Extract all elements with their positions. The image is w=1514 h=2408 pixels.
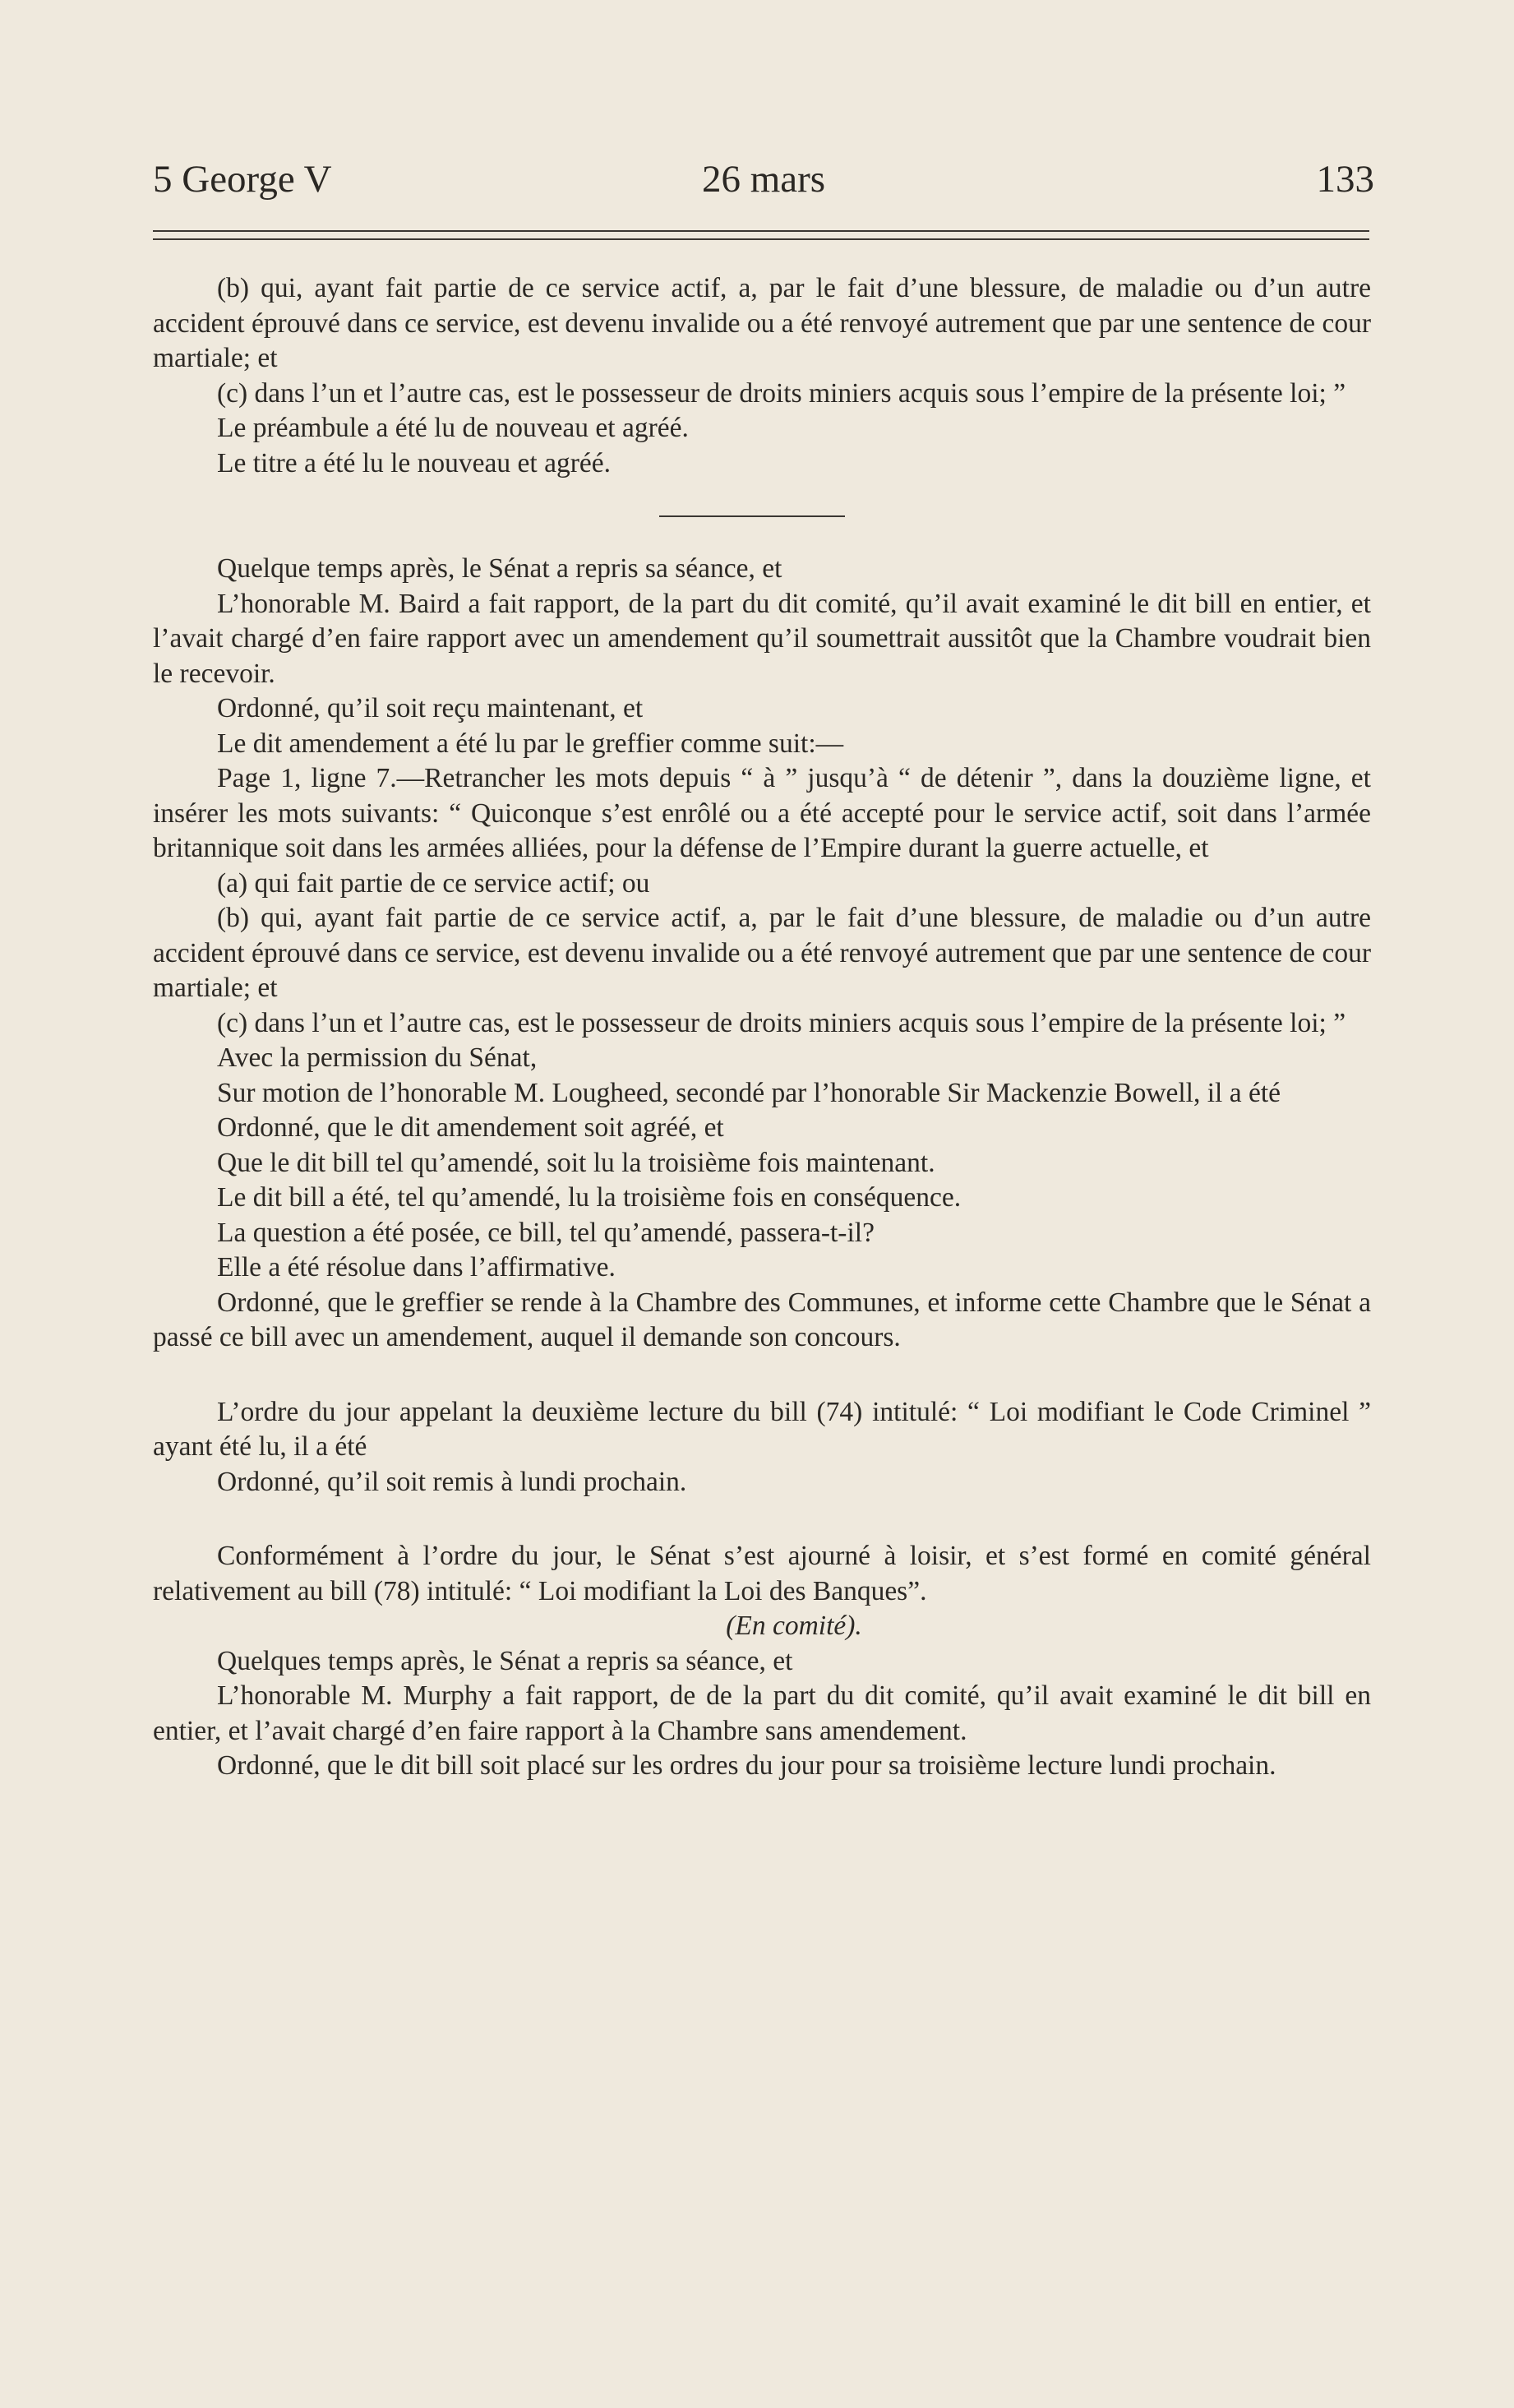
- ordered-received: Ordonné, qu’il soit reçu maintenant, et: [217, 693, 644, 723]
- section-divider: [659, 515, 845, 517]
- preamble-agreed: Le préambule a été lu de nouveau et agréé.: [217, 413, 689, 443]
- header-date: 26 mars: [701, 158, 826, 201]
- postponed-monday: Ordonné, qu’il soit remis à lundi prochain.: [217, 1466, 687, 1497]
- question-put: La question a été posée, ce bill, tel qu’amendé, passera-t-il?: [217, 1217, 875, 1248]
- third-reading-order: Que le dit bill tel qu’amendé, soit lu la troisième fois maintenant.: [217, 1147, 935, 1178]
- senate-resumed-2: Quelques temps après, le Sénat a repris sa séance, et: [217, 1645, 793, 1676]
- spacer: [153, 1500, 1371, 1539]
- amendment-clause-c: (c) dans l’un et l’autre cas, est le possesseur de droits miniers acquis sous l’empire de la présente loi; ”: [217, 1007, 1346, 1038]
- third-reading-monday: Ordonné, que le dit bill soit placé sur les ordres du jour pour sa troisième lecture lundi prochain.: [217, 1750, 1276, 1781]
- baird-report: L’honorable M. Baird a fait rapport, de la part du dit comité, qu’il avait examiné le dit bill en entier, et l’avait chargé d’en faire rapport avec un amendement qu’il soumettrait aussitôt que la Chambre voudrait bien le recevoir.: [153, 588, 1371, 689]
- running-header: [153, 146, 1374, 212]
- resolved-affirmative: Elle a été résolue dans l’affirmative.: [217, 1252, 616, 1283]
- clerk-to-commons: Ordonné, que le greffier se rende à la Chambre des Communes, et informe cette Chambre que le Sénat a passé ce bill avec un amendement, auquel il demande son concours.: [153, 1287, 1371, 1352]
- permission-of-senate: Avec la permission du Sénat,: [217, 1042, 538, 1073]
- header-regnal-year: 5 George V: [153, 158, 332, 201]
- banks-committee: Conformément à l’ordre du jour, le Sénat s’est ajourné à loisir, et s’est formé en comité général relativement au bill (78) intitulé: “ Loi modifiant la Loi des Banques”.: [153, 1541, 1371, 1606]
- criminal-code-order: L’ordre du jour appelant la deuxième lecture du bill (74) intitulé: “ Loi modifiant le Code Criminel ” ayant été lu, il a été: [153, 1396, 1371, 1462]
- spacer: [153, 1356, 1371, 1395]
- third-reading-done: Le dit bill a été, tel qu’amendé, lu la troisième fois en conséquence.: [217, 1182, 962, 1213]
- header-double-rule: [153, 230, 1369, 240]
- journal-body: [153, 271, 1371, 1784]
- lougheed-motion: Sur motion de l’honorable M. Lougheed, secondé par l’honorable Sir Mackenzie Bowell, il a été: [217, 1077, 1281, 1108]
- amendment-agreed: Ordonné, que le dit amendement soit agréé, et: [217, 1112, 724, 1143]
- page-number: 133: [1316, 158, 1374, 201]
- header-rule-bottom: [153, 238, 1369, 240]
- title-agreed: Le titre a été lu le nouveau et agréé.: [217, 447, 611, 478]
- murphy-report: L’honorable M. Murphy a fait rapport, de de la part du dit comité, qu’il avait examiné le dit bill en entier, et l’avait chargé d’en faire rapport à la Chambre sans amendement.: [153, 1680, 1371, 1746]
- amendment-text: Page 1, ligne 7.—Retrancher les mots depuis “ à ” jusqu’à “ de détenir ”, dans la douzième ligne, et insérer les mots suivants: “ Quiconque s’est enrôlé ou a été accepté pour le service actif, soit dans l’armée britannique soit dans les armées alliées, pour la défense de l’Empire durant la guerre actuelle, et: [153, 763, 1371, 863]
- amendment-clause-a: (a) qui fait partie de ce service actif; ou: [217, 867, 650, 899]
- header-rule-top: [153, 230, 1369, 232]
- senate-resumed: Quelque temps après, le Sénat a repris sa séance, et: [217, 553, 782, 584]
- paragraph-c-continued: (c) dans l’un et l’autre cas, est le possesseur de droits miniers acquis sous l’empire de la présente loi; ”: [217, 377, 1346, 409]
- amendment-clause-b: (b) qui, ayant fait partie de ce service actif, a, par le fait d’une blessure, de maladie ou d’un autre accident éprouvé dans ce service, est devenu invalide ou a été renvoyé autrement que par une sentence de cour martiale; et: [153, 903, 1371, 1003]
- amendment-read: Le dit amendement a été lu par le greffier comme suit:—: [217, 728, 844, 759]
- paragraph-b-continued: (b) qui, ayant fait partie de ce service actif, a, par le fait d’une blessure, de maladie ou d’un autre accident éprouvé dans ce service, est devenu invalide ou a été renvoyé autrement que par une sentence de cour martiale; et: [153, 273, 1371, 373]
- in-committee-label: (En comité).: [726, 1611, 862, 1641]
